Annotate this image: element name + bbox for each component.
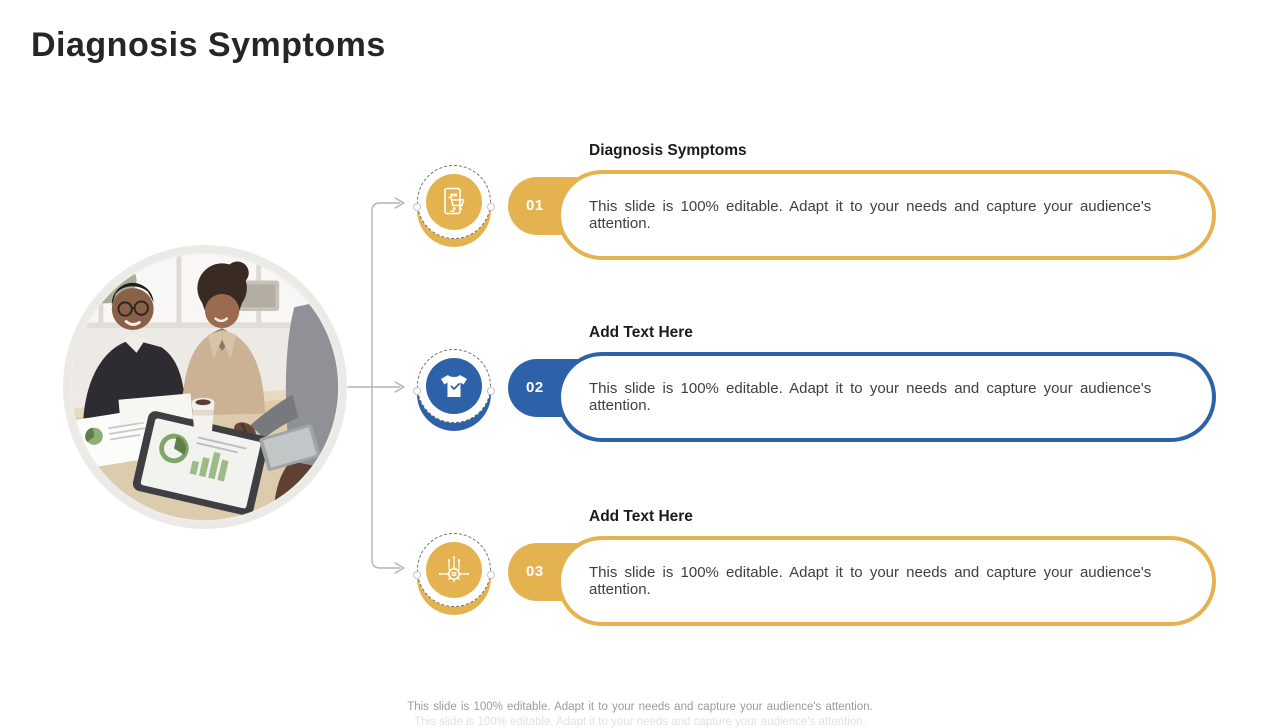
- footer-note: This slide is 100% editable. Adapt it to your needs and capture your audience's attention.: [407, 701, 873, 713]
- step2-heading[interactable]: Add Text Here: [589, 324, 693, 341]
- medal-notch-right: [487, 387, 495, 395]
- medal-notch-left: [413, 387, 421, 395]
- step1-number-badge: 01: [508, 177, 620, 235]
- medal-notch-right: [487, 203, 495, 211]
- step3-body-text[interactable]: This slide is 100% editable. Adapt it to your needs and capture your audience's attention.: [561, 540, 1212, 622]
- step2-medallion: [413, 347, 495, 435]
- team-photo-illustration: [70, 252, 340, 522]
- tablet-shopping-cart-icon: [426, 174, 482, 230]
- medal-notch-left: [413, 203, 421, 211]
- tshirt-icon: [426, 358, 482, 414]
- step3-number-badge: 03: [508, 543, 620, 601]
- step2-number-badge: 02: [508, 359, 620, 417]
- step3-row: [508, 508, 1216, 626]
- step3-medallion: [413, 531, 495, 619]
- connector-arrows: [340, 190, 412, 582]
- page-title[interactable]: Diagnosis Symptoms: [31, 26, 386, 64]
- step1-heading[interactable]: Diagnosis Symptoms: [589, 142, 747, 159]
- medal-notch-left: [413, 571, 421, 579]
- footer-note-ghost: This slide is 100% editable. Adapt it to your needs and capture your audience's attention.: [414, 716, 866, 728]
- medal-notch-right: [487, 571, 495, 579]
- step1-medallion: [413, 163, 495, 251]
- step3-heading[interactable]: Add Text Here: [589, 508, 693, 525]
- step2-body-text[interactable]: This slide is 100% editable. Adapt it to your needs and capture your audience's attention.: [561, 356, 1212, 438]
- step1-body-text[interactable]: This slide is 100% editable. Adapt it to your needs and capture your audience's attention.: [561, 174, 1212, 256]
- step2-row: [508, 324, 1216, 442]
- step1-row: [508, 142, 1216, 260]
- gear-circuit-icon: [426, 542, 482, 598]
- team-photo: [63, 245, 347, 529]
